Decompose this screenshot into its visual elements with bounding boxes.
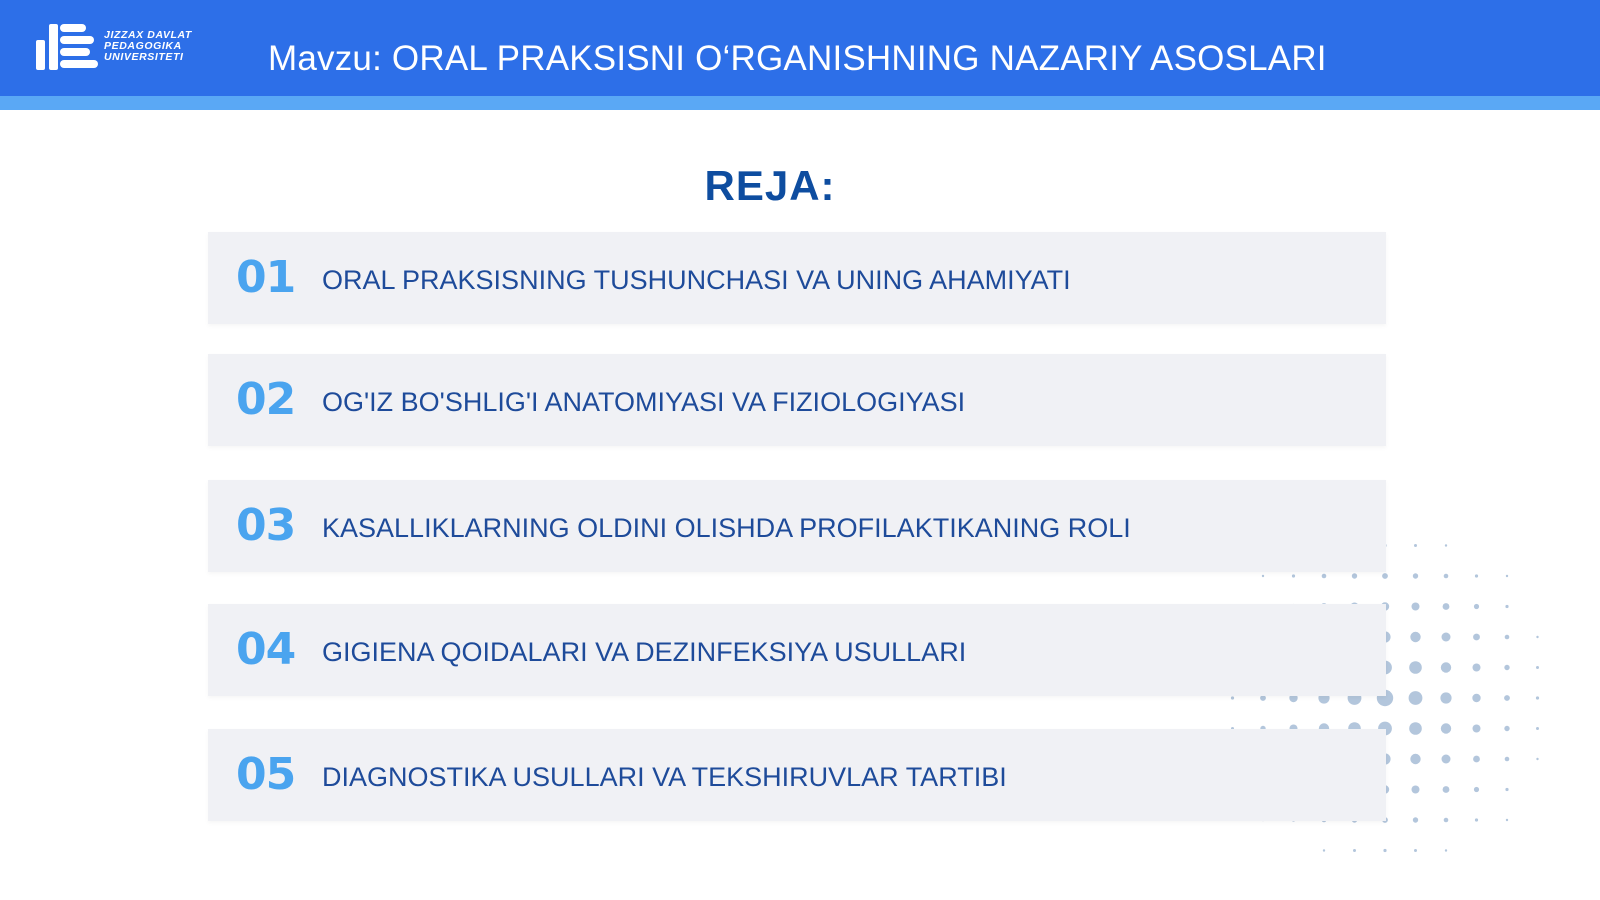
plan-item-text: KASALLIKLARNING OLDINI OLISHDA PROFILAKTIKANING ROLI	[322, 513, 1131, 543]
plan-item-number: 05	[236, 749, 296, 800]
decorative-dot	[1505, 788, 1508, 791]
plan-item-05	[208, 729, 1386, 821]
plan-item-text: OG'IZ BO'SHLIG'I ANATOMIYASI VA FIZIOLOGIYASI	[322, 387, 966, 417]
decorative-dot	[1504, 695, 1510, 701]
slide-topic: Mavzu: ORAL PRAKSISNI O‘RGANISHNING NAZARIY ASOSLARI	[268, 39, 1327, 78]
decorative-dot	[1443, 786, 1450, 793]
decorative-dot	[1382, 573, 1388, 579]
decorative-dot	[1442, 755, 1451, 764]
decorative-dot	[1413, 817, 1418, 822]
decorative-dot	[1441, 662, 1451, 672]
plan-item-number: 04	[236, 624, 296, 675]
university-name-line: UNIVERSITETI	[104, 51, 184, 63]
decorative-dot	[1409, 661, 1422, 674]
plan-item-03	[208, 480, 1386, 572]
decorative-dot	[1505, 757, 1510, 762]
decorative-dot	[1444, 818, 1449, 823]
header-accent-strip	[0, 96, 1600, 110]
decorative-dot	[1473, 756, 1480, 763]
plan-item-number: 02	[236, 374, 296, 425]
plan-title: REJA:	[704, 162, 836, 209]
decorative-dot	[1444, 574, 1449, 579]
decorative-dot	[1412, 786, 1420, 794]
plan-item-02	[208, 354, 1386, 446]
decorative-dot	[1292, 574, 1295, 577]
decorative-dot	[1536, 758, 1538, 760]
decorative-dot	[1414, 849, 1417, 852]
decorative-dot	[1504, 726, 1509, 731]
decorative-dot	[1353, 849, 1356, 852]
decorative-dot	[1352, 573, 1357, 578]
decorative-dot	[1445, 544, 1447, 546]
decorative-dot	[1413, 573, 1418, 578]
university-name-line: JIZZAX DAVLAT	[104, 29, 192, 41]
decorative-dot	[1440, 692, 1451, 703]
decorative-dot	[1473, 725, 1481, 733]
plan-item-number: 01	[236, 252, 296, 303]
decorative-dot	[1231, 696, 1234, 699]
university-name	[104, 30, 234, 63]
decorative-dot	[1475, 574, 1478, 577]
decorative-dot	[1474, 604, 1479, 609]
plan-item-number: 03	[236, 500, 296, 551]
decorative-dot	[1536, 636, 1538, 638]
decorative-dot	[1506, 575, 1508, 577]
decorative-dot	[1409, 722, 1422, 735]
decorative-dot	[1473, 634, 1480, 641]
decorative-dot	[1472, 694, 1480, 702]
decorative-dot	[1536, 666, 1539, 669]
plan-item-04	[208, 604, 1386, 696]
decorative-dot	[1445, 849, 1447, 851]
university-name-line: PEDAGOGIKA	[104, 40, 182, 52]
decorative-dot	[1505, 635, 1510, 640]
decorative-dot	[1410, 632, 1420, 642]
decorative-dot	[1410, 754, 1420, 764]
decorative-dot	[1536, 727, 1539, 730]
decorative-dot	[1322, 574, 1327, 579]
decorative-dot	[1412, 603, 1420, 611]
decorative-dot	[1536, 696, 1539, 699]
decorative-dot	[1409, 691, 1423, 705]
decorative-dot	[1442, 633, 1451, 642]
decorative-dot	[1383, 849, 1386, 852]
decorative-dot	[1323, 849, 1325, 851]
university-logo-icon	[30, 22, 100, 72]
decorative-dot	[1473, 664, 1481, 672]
decorative-dot	[1504, 665, 1509, 670]
decorative-dot	[1506, 819, 1508, 821]
plan-item-text: GIGIENA QOIDALARI VA DEZINFEKSIYA USULLARI	[322, 637, 967, 667]
decorative-dot	[1262, 575, 1264, 577]
plan-item-text: ORAL PRAKSISNING TUSHUNCHASI VA UNING AHAMIYATI	[322, 265, 1071, 295]
decorative-dot	[1474, 787, 1479, 792]
decorative-dot	[1443, 603, 1450, 610]
university-logo	[30, 22, 230, 74]
decorative-dot	[1414, 544, 1417, 547]
plan-item-01	[208, 232, 1386, 324]
decorative-dot	[1441, 723, 1451, 733]
decorative-dot-pattern	[1200, 520, 1560, 890]
decorative-dot	[1475, 818, 1478, 821]
decorative-dot	[1505, 605, 1508, 608]
plan-item-text: DIAGNOSTIKA USULLARI VA TEKSHIRUVLAR TARTIBI	[322, 762, 1007, 792]
